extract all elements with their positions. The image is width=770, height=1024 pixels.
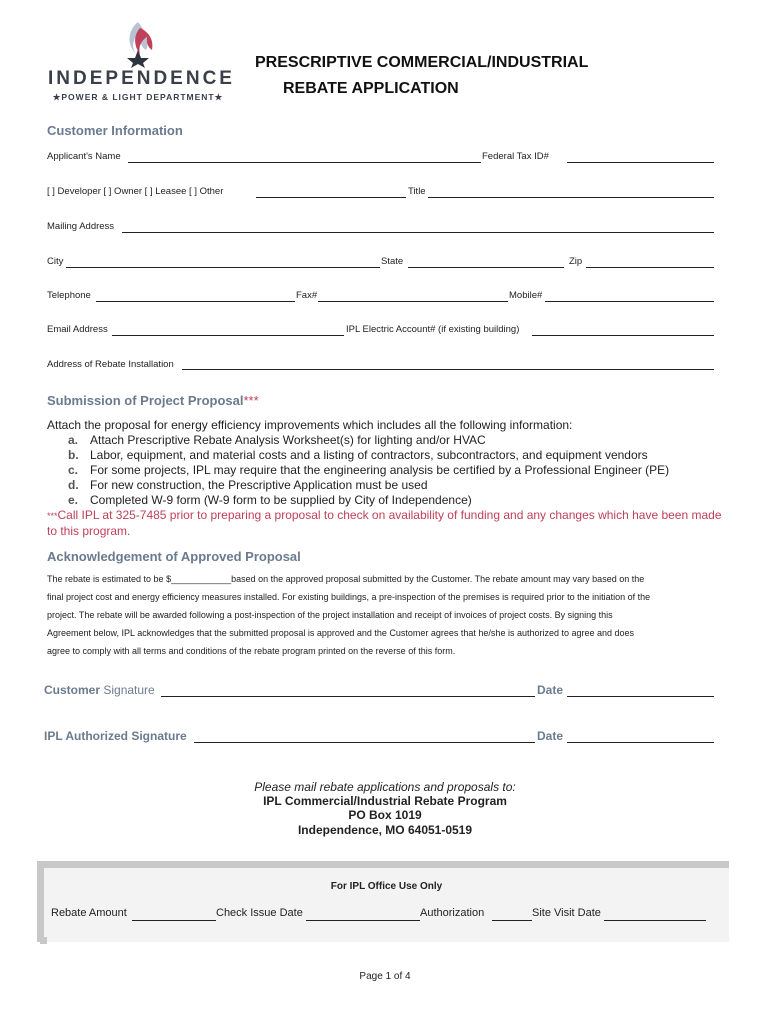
ack-line: project. The rebate will be awarded following a post-inspection of the project installation and receipt of invoices of project costs. By signing this xyxy=(47,610,613,620)
rebate-address-label: Address of Rebate Installation xyxy=(47,359,174,370)
mail-city: Independence, MO 64051-0519 xyxy=(297,823,473,837)
check-date-label: Check Issue Date xyxy=(216,907,303,919)
mailing-address-label: Mailing Address xyxy=(47,221,115,232)
title-field[interactable] xyxy=(428,197,714,198)
list-item: a. Attach Prescriptive Rebate Analysis Worksheet(s) for lighting and/or HVAC xyxy=(68,433,486,447)
ipl-signature-field[interactable] xyxy=(194,742,535,743)
ipl-signature-label: IPL Authorized Signature xyxy=(44,729,187,743)
customer-signature-label: Customer Signature xyxy=(44,683,155,697)
customer-date-label: Date xyxy=(537,683,564,697)
fax-label: Fax# xyxy=(296,290,318,301)
logo-subtitle: ★POWER & LIGHT DEPARTMENT★ xyxy=(52,92,224,102)
rebate-amount-label: Rebate Amount xyxy=(51,907,127,919)
site-visit-label: Site Visit Date xyxy=(532,907,601,919)
submission-list xyxy=(68,433,669,508)
office-heading: For IPL Office Use Only xyxy=(330,881,443,892)
other-role-field[interactable] xyxy=(256,197,406,198)
applicant-field[interactable] xyxy=(128,162,481,163)
ipl-date-label: Date xyxy=(537,729,564,743)
ipl-account-field[interactable] xyxy=(532,335,714,336)
page-number: Page 1 of 4 xyxy=(359,971,411,982)
submission-heading-text: Submission of Project Proposal xyxy=(47,393,244,408)
customer-date-field[interactable] xyxy=(567,696,714,697)
ack-text xyxy=(47,570,727,660)
mail-org: IPL Commercial/Industrial Rebate Program xyxy=(263,794,507,808)
federal-tax-field[interactable] xyxy=(567,162,714,163)
email-label: Email Address xyxy=(47,324,108,335)
applicant-label: Applicant's Name xyxy=(47,151,121,162)
authorization-field[interactable] xyxy=(492,920,532,921)
mail-intro: Please mail rebate applications and proposals to: xyxy=(254,780,516,794)
page-title-line2: REBATE APPLICATION xyxy=(283,80,459,97)
list-item: c. For some projects, IPL may require that the engineering analysis be certified by a Professional Engineer (PE) xyxy=(68,463,670,477)
submission-intro: Attach the proposal for energy efficiency improvements which includes all the following information: xyxy=(47,418,573,432)
list-item: e. Completed W-9 form (W-9 form to be supplied by City of Independence) xyxy=(68,493,472,507)
title-label: Title xyxy=(408,186,426,197)
fax-field[interactable] xyxy=(318,301,508,302)
mobile-field[interactable] xyxy=(545,301,714,302)
role-checkboxes[interactable]: [ ] Developer [ ] Owner [ ] Leasee [ ] Other xyxy=(47,186,224,197)
zip-field[interactable] xyxy=(586,267,714,268)
ipl-date-field[interactable] xyxy=(567,742,714,743)
check-date-field[interactable] xyxy=(306,920,420,921)
site-visit-field[interactable] xyxy=(604,920,706,921)
rebate-address-field[interactable] xyxy=(182,369,714,370)
ack-heading: Acknowledgement of Approved Proposal xyxy=(47,549,301,564)
city-field[interactable] xyxy=(66,267,380,268)
federal-tax-label: Federal Tax ID# xyxy=(482,151,549,162)
note-text: Call IPL at 325-7485 prior to preparing a proposal to check on availability of funding and any changes which have been made to this program. xyxy=(47,508,722,538)
ack-line: Agreement below, IPL acknowledges that the submitted proposal is approved and the Customer agrees that he/she is authorized to agree and does xyxy=(47,628,635,638)
logo-wordmark: INDEPENDENCE xyxy=(48,68,235,89)
email-field[interactable] xyxy=(112,335,344,336)
zip-label: Zip xyxy=(569,256,583,267)
state-field[interactable] xyxy=(408,267,564,268)
submission-heading xyxy=(47,393,259,408)
city-label: City xyxy=(47,256,64,267)
state-label: State xyxy=(381,256,404,267)
ack-line: final project cost and energy efficiency measures installed. For existing buildings, a pre-inspection of the premises is required prior to the initiation of the xyxy=(47,592,651,602)
submission-heading-stars: *** xyxy=(243,393,259,408)
ipl-account-label: IPL Electric Account# (if existing building) xyxy=(346,324,520,335)
mailing-address-field[interactable] xyxy=(122,232,714,233)
telephone-field[interactable] xyxy=(96,301,295,302)
flame-star-icon xyxy=(116,20,160,68)
office-use-box xyxy=(37,861,729,942)
list-item: d. For new construction, the Prescriptive Application must be used xyxy=(68,478,428,492)
office-box-corner xyxy=(40,937,47,944)
logo xyxy=(48,20,235,110)
list-item: b. Labor, equipment, and material costs and a listing of contractors, subcontractors, and equipment vendors xyxy=(68,448,648,462)
mobile-label: Mobile# xyxy=(509,290,543,301)
customer-info-heading: Customer Information xyxy=(47,123,183,138)
customer-signature-field[interactable] xyxy=(161,696,535,697)
authorization-label: Authorization xyxy=(420,907,485,919)
telephone-label: Telephone xyxy=(47,290,91,301)
ack-line: The rebate is estimated to be $____________based on the approved proposal submitted by the Customer. The rebate amount may vary based on the xyxy=(47,574,645,584)
submission-note xyxy=(47,508,727,539)
rebate-amount-field[interactable] xyxy=(132,920,216,921)
mail-box: PO Box 1019 xyxy=(348,808,422,822)
page-title-line1: PRESCRIPTIVE COMMERCIAL/INDUSTRIAL xyxy=(255,54,589,71)
ack-line: agree to comply with all terms and conditions of the rebate program printed on the reverse of this form. xyxy=(47,646,456,656)
note-stars: *** xyxy=(47,511,58,521)
